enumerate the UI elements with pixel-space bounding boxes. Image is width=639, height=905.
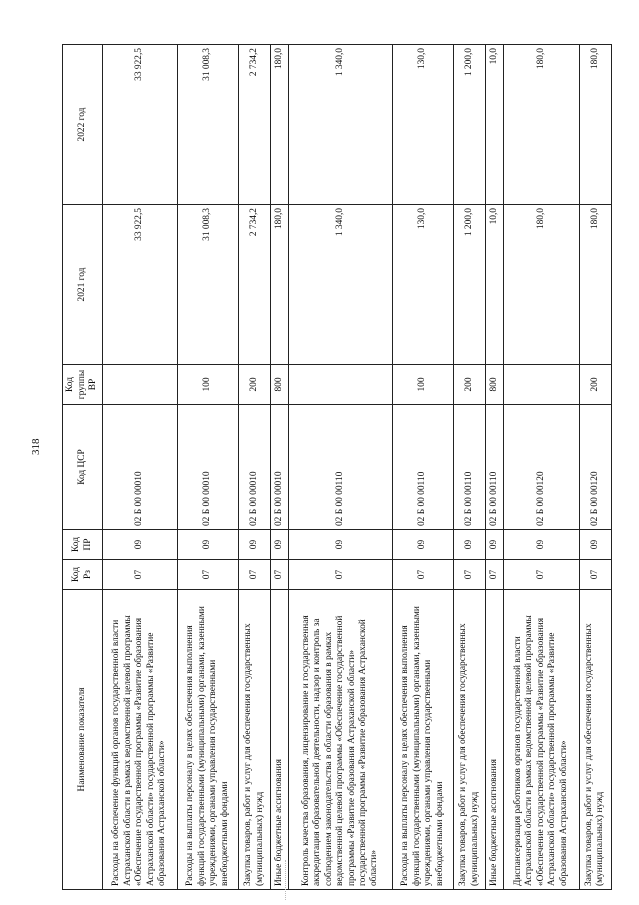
header-2021: 2021 год: [63, 205, 103, 365]
row-pr: 09: [289, 530, 393, 560]
row-rz: 07: [178, 560, 239, 590]
row-vr: 200: [454, 365, 486, 405]
page-number: 318: [30, 438, 42, 455]
row-csr: 02 Б 00 00110: [486, 405, 504, 530]
budget-table: [62, 44, 612, 890]
row-name: Закупка товаров, работ и услуг для обеспечения государственных (муниципальных) нужд: [579, 590, 611, 890]
row-pr: 09: [393, 530, 454, 560]
row-csr: 02 Б 00 00010: [178, 405, 239, 530]
row-name: Контроль качества образования, лицензирование и государственная аккредитация образовательной деятельности, надзор и контроль за соблюдением законодательства в области образования в рамках ведомственной целевой программы «Обеспечение государственной программы «Развитие образования Астраханской области» государственной программы «Развитие образования Астраханской области»: [289, 590, 393, 890]
row-pr: 09: [504, 530, 579, 560]
row-2022: 1 340,0: [289, 45, 393, 205]
row-2021: 2 734,2: [239, 205, 271, 365]
row-pr: 09: [486, 530, 504, 560]
row-vr: [103, 365, 178, 405]
row-2022: 33 922,5: [103, 45, 178, 205]
row-2022: 180,0: [504, 45, 579, 205]
scan-artifact-divider: [285, 860, 287, 900]
row-csr: 02 Б 00 00110: [454, 405, 486, 530]
row-csr: 02 Б 00 00110: [393, 405, 454, 530]
row-2022: 180,0: [579, 45, 611, 205]
row-2021: 31 008,3: [178, 205, 239, 365]
header-name: Наименование показателя: [63, 590, 103, 890]
row-pr: 09: [239, 530, 271, 560]
row-vr: 800: [271, 365, 289, 405]
table-header-row: [63, 45, 103, 890]
table-row: [579, 45, 611, 890]
header-rz: Код Рз: [63, 560, 103, 590]
table-row: [271, 45, 289, 890]
row-name: Закупка товаров, работ и услуг для обеспечения государственных (муниципальных) нужд: [239, 590, 271, 890]
row-name: Расходы на обеспечение функций органов государственной власти Астраханской области в рамках ведомственной целевой программы «Обеспечение государственной программы «Развитие образования Астраханской области» государственной программы «Развитие образования Астраханской области»: [103, 590, 178, 890]
table-row: [504, 45, 579, 890]
row-vr: 100: [178, 365, 239, 405]
row-vr: 200: [239, 365, 271, 405]
row-rz: 07: [271, 560, 289, 590]
header-2022: 2022 год: [63, 45, 103, 205]
table-row: [178, 45, 239, 890]
row-csr: 02 Б 00 00010: [239, 405, 271, 530]
row-2021: 180,0: [504, 205, 579, 365]
row-name: Расходы на выплаты персоналу в целях обеспечения выполнения функций государственными (муниципальными) органами, казенными учреждениями, органами управления государственными внебюджетными фондами: [178, 590, 239, 890]
row-vr: [289, 365, 393, 405]
row-vr: [504, 365, 579, 405]
rotated-page-content: [62, 45, 612, 890]
row-rz: 07: [486, 560, 504, 590]
row-2022: 1 200,0: [454, 45, 486, 205]
row-pr: 09: [271, 530, 289, 560]
row-2022: 2 734,2: [239, 45, 271, 205]
row-rz: 07: [103, 560, 178, 590]
row-2022: 180,0: [271, 45, 289, 205]
table-row: [393, 45, 454, 890]
row-pr: 09: [178, 530, 239, 560]
row-vr: 800: [486, 365, 504, 405]
row-2021: 10,0: [486, 205, 504, 365]
row-name: Расходы на выплаты персоналу в целях обеспечения выполнения функций государственными (муниципальными) органами, казенными учреждениями, органами управления государственными внебюджетными фондами: [393, 590, 454, 890]
row-2022: 31 008,3: [178, 45, 239, 205]
row-pr: 09: [454, 530, 486, 560]
row-csr: 02 Б 00 00010: [103, 405, 178, 530]
row-name: Закупка товаров, работ и услуг для обеспечения государственных (муниципальных) нужд: [454, 590, 486, 890]
row-csr: 02 Б 00 00010: [271, 405, 289, 530]
row-rz: 07: [289, 560, 393, 590]
row-2021: 33 922,5: [103, 205, 178, 365]
table-row: [103, 45, 178, 890]
row-rz: 07: [393, 560, 454, 590]
row-name: Диспансеризация работников органов государственной власти Астраханской области в рамках ведомственной целевой программы «Обеспечение государственной программы «Развитие образования Астраханской области» государственной программы «Развитие образования Астраханской области»: [504, 590, 579, 890]
row-csr: 02 Б 00 00120: [579, 405, 611, 530]
header-pr: Код ПР: [63, 530, 103, 560]
row-vr: 100: [393, 365, 454, 405]
row-name: Иные бюджетные ассигнования: [271, 590, 289, 890]
header-vr: Код группы ВР: [63, 365, 103, 405]
row-name: Иные бюджетные ассигнования: [486, 590, 504, 890]
row-2021: 1 340,0: [289, 205, 393, 365]
row-vr: 200: [579, 365, 611, 405]
row-rz: 07: [454, 560, 486, 590]
row-2021: 180,0: [271, 205, 289, 365]
row-csr: 02 Б 00 00110: [289, 405, 393, 530]
row-rz: 07: [504, 560, 579, 590]
table-row: [454, 45, 486, 890]
table-row: [239, 45, 271, 890]
row-2021: 180,0: [579, 205, 611, 365]
row-csr: 02 Б 00 00120: [504, 405, 579, 530]
row-2022: 130,0: [393, 45, 454, 205]
row-2021: 1 200,0: [454, 205, 486, 365]
row-2022: 10,0: [486, 45, 504, 205]
row-pr: 09: [103, 530, 178, 560]
table-row: [289, 45, 393, 890]
table-body: [103, 45, 612, 890]
row-2021: 130,0: [393, 205, 454, 365]
row-pr: 09: [579, 530, 611, 560]
row-rz: 07: [239, 560, 271, 590]
row-rz: 07: [579, 560, 611, 590]
table-row: [486, 45, 504, 890]
header-csr: Код ЦСР: [63, 405, 103, 530]
